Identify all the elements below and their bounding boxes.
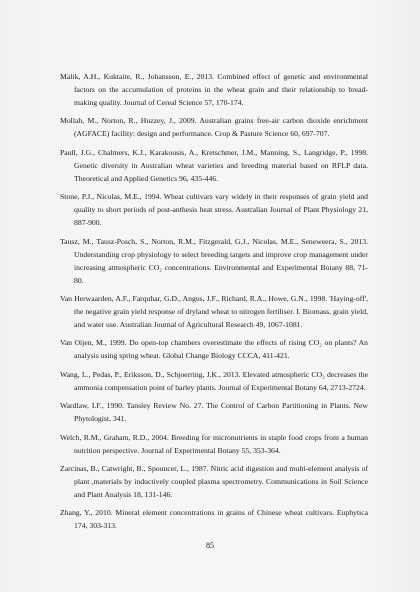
reference-entry: Stone, P.J., Nicolas, M.E., 1994. Wheat cultivars vary widely in their responses of grain yield and quality to short periods of post-anthesis heat stress. Australian Journal of Plant Physiology 21, 887-900. xyxy=(60,192,368,228)
reference-entry: Zarcinas, B., Catwright, B., Spouncer, L., 1987. Nitric acid digestion and multi-element analysis of plant ,materials by inductively coupled plasma spectrometry. Communications in Soil Science and Plant Analysis 18, 131-146. xyxy=(60,463,368,499)
reference-entry: Van Oijen, M., 1999. Do open-top chambers overestimate the effects of rising CO₂ on plants? An analysis using spring wheat. Global Change Biology CCCA, 411-421. xyxy=(60,338,368,361)
reference-entry: Van Herwaarden, A.F., Farquhar, G.D., Angus, J.F., Richard, R.A., Howe, G.N., 1998. 'Haying-off', the negative grain yield response of dryland wheat to nitrogen fertiliser. I. Biomass, grain yield, and water use. Australian Journal of Agricultural Research 49, 1067-1081. xyxy=(60,293,368,329)
reference-entry: Malik, A.H., Kuktaite, R., Johansson, E., 2013. Combined effect of genetic and environmental factors on the accumulation of proteins in the wheat grain and their relationship to bread-making quality. Journal of Cereal Science 57, 170-174. xyxy=(60,72,368,107)
reference-entry: Wardlaw, I.F., 1990. Tansley Review No. 27. The Control of Carbon Partitioning in Plants. New Phytologist, 341. xyxy=(60,401,368,424)
reference-entry: Mollah, M., Norton, R., Huzzey, J., 2009. Australian grains free-air carbon dioxide enrichment (AGFACE) facility: design and performance. Crop & Pasture Science 60, 697-707. xyxy=(60,116,368,139)
reference-entry: Zhang, Y., 2010. Mineral element concentrations in grains of Chinese wheat cultivars. Euphytica 174, 303-313. xyxy=(60,508,368,531)
reference-entry: Wang, L., Pedas, P., Eriksson, D., Schjoerring, J.K., 2013. Elevated atmospheric CO₂ decreases the ammonia compensation point of barley plants. Journal of Experimental Botany 64, 2713-2724. xyxy=(60,369,368,392)
page-number: 85 xyxy=(206,541,214,550)
reference-entry: Welch, R.M., Graham, R.D., 2004. Breeding for micronutrients in staple food crops from a human nutrition perspective. Journal of Experimental Botany 55, 353-364. xyxy=(60,432,368,455)
reference-list xyxy=(60,70,368,538)
reference-entry: Tausz, M., Tausz-Posch, S., Norton, R.M., Fitzgerald, G.J., Nicolas, M.E., Seneweera, S., 2013. Understanding crop physiology to select breeding targets and improve crop management under increasing atmospheric CO₂ concentrations. Environmental and Experimental Botany 88, 71-80. xyxy=(60,236,368,285)
reference-entry: Paull, J.G., Chalmers, K.J., Karakousis, A., Kretschmer, J.M., Manning, S., Langridge, P., 1998. Genetic diversity in Australian wheat varieties and breeding material based on RFLP data. Theoretical and Applied Genetics 96, 435-446. xyxy=(60,147,368,183)
